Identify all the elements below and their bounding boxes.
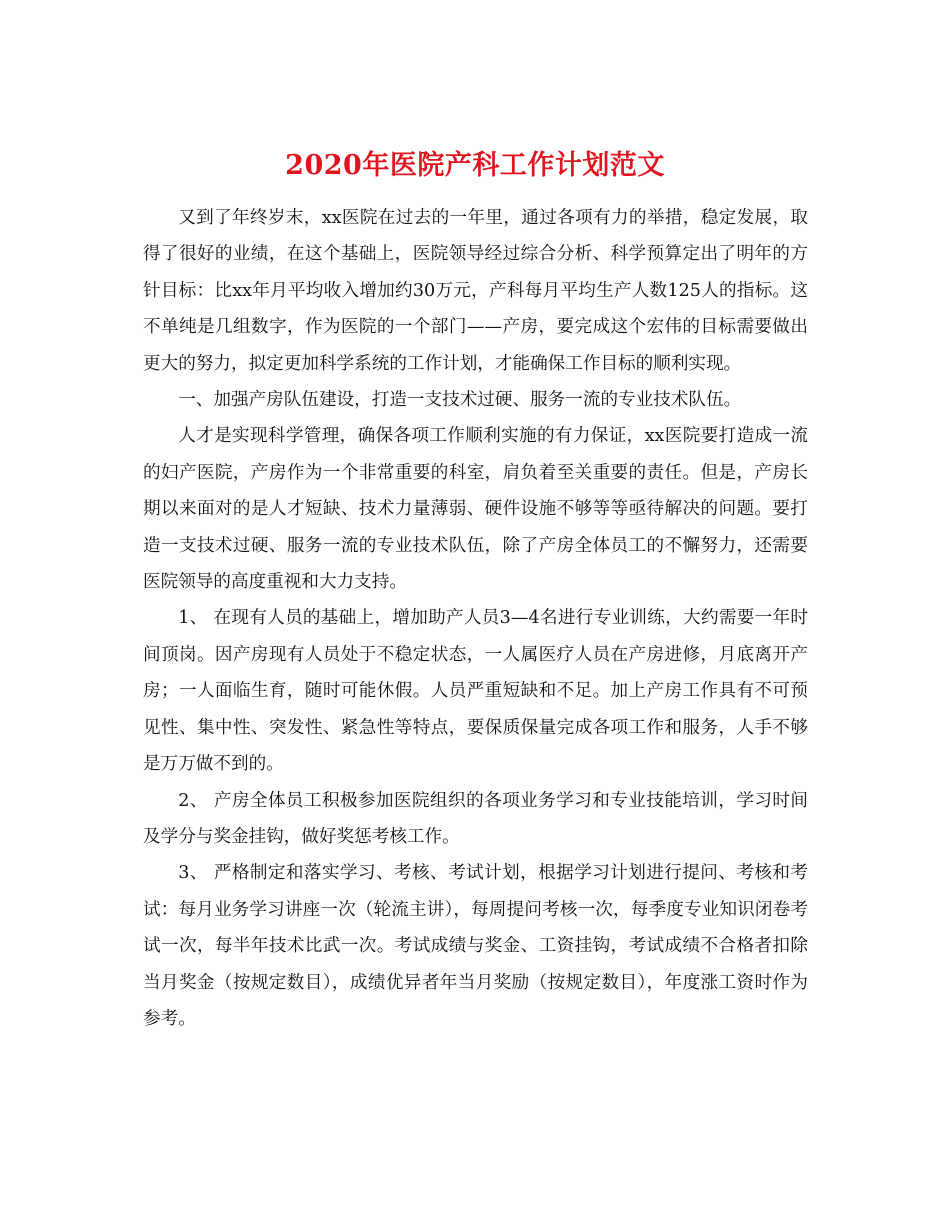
list-item-3: 3、 严格制定和落实学习、考核、考试计划，根据学习计划进行提问、考核和考试：每月业务学习讲座一次（轮流主讲），每周提问考核一次，每季度专业知识闭卷考试一次，每半年技术比武一次。考试成绩与奖金、工资挂钩，考试成绩不合格者扣除当月奖金（按规定数目），成绩优异者年当月奖励（按规定数目），年度涨工资时作为参考。 (143, 863, 808, 1029)
section-1-paragraph: 人才是实现科学管理，确保各项工作顺利实施的有力保证，xx医院要打造成一流的妇产医院，产房作为一个非常重要的科室，肩负着至关重要的责任。但是，产房长期以来面对的是人才短缺、技术力量薄弱、硬件设施不够等等亟待解决的问题。要打造一支技术过硬、服务一流的专业技术队伍，除了产房全体员工的不懈努力，还需要医院领导的高度重视和大力支持。 (143, 426, 808, 593)
list-item-1: 1、 在现有人员的基础上，增加助产人员3—4名进行专业训练，大约需要一年时间顶岗。因产房现有人员处于不稳定状态，一人属医疗人员在产房进修，月底离开产房；一人面临生育，随时可能休假。人员严重短缺和不足。加上产房工作具有不可预见性、集中性、突发性、紧急性等特点，要保质保量完成各项工作和服务，人手不够是万万做不到的。 (143, 608, 808, 775)
list-item-2: 2、 产房全体员工积极参加医院组织的各项业务学习和专业技能培训，学习时间及学分与奖金挂钩，做好奖惩考核工作。 (143, 790, 808, 847)
document-body (143, 200, 808, 1037)
section-heading-1: 一、加强产房队伍建设，打造一支技术过硬、服务一流的专业技术队伍。 (178, 390, 742, 411)
intro-paragraph: 又到了年终岁末，xx医院在过去的一年里，通过各项有力的举措，稳定发展，取得了很好的业绩，在这个基础上，医院领导经过综合分析、科学预算定出了明年的方针目标：比xx年月平均收入增加约30万元，产科每月平均生产人数125人的指标。这不单纯是几组数字，作为医院的一个部门——产房，要完成这个宏伟的目标需要做出更大的努力，拟定更加科学系统的工作计划，才能确保工作目标的顺利实现。 (143, 208, 808, 374)
document-title: 2020年医院产科工作计划范文 (285, 150, 665, 182)
